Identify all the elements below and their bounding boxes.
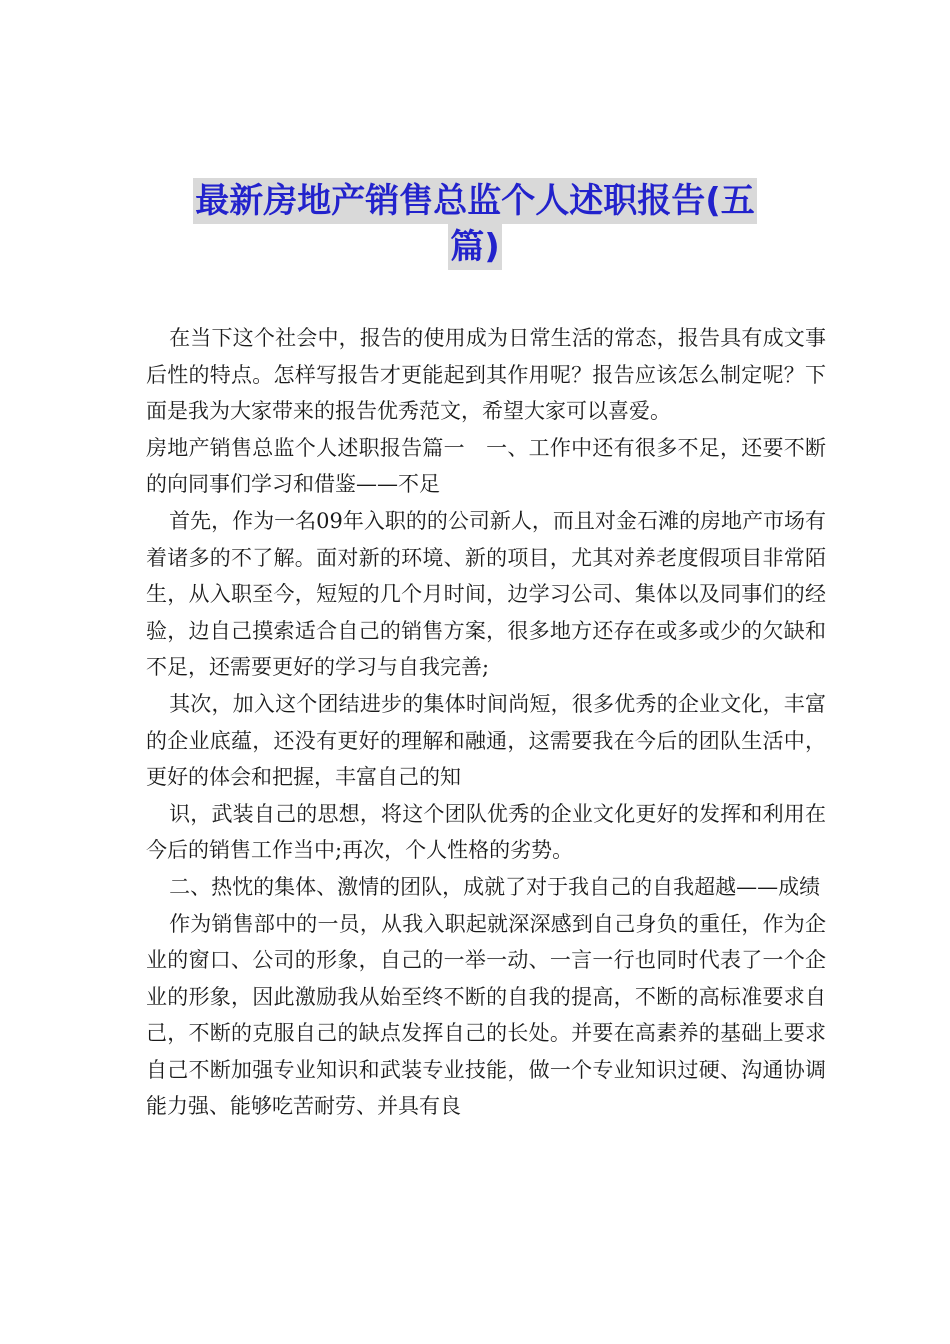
- document-body: [146, 320, 826, 1125]
- body-paragraph: 其次，加入这个团结进步的集体时间尚短，很多优秀的企业文化，丰富的企业底蕴，还没有更好的理解和融通，这需要我在今后的团队生活中，更好的体会和把握，丰富自己的知: [146, 691, 826, 790]
- title-line-1: 最新房地产销售总监个人述职报告(五: [193, 178, 757, 224]
- title-line-2: 篇): [448, 224, 502, 270]
- intro-paragraph: 在当下这个社会中，报告的使用成为日常生活的常态，报告具有成文事后性的特点。怎样写报告才更能起到其作用呢？报告应该怎么制定呢？下面是我为大家带来的报告优秀范文，希望大家可以喜爱。: [146, 326, 826, 424]
- document-title: [140, 178, 810, 270]
- section-heading-paragraph: 二、热忱的集体、激情的团队，成就了对于我自己的自我超越——成绩: [169, 874, 821, 899]
- section-heading-paragraph: 房地产销售总监个人述职报告篇一 一、工作中还有很多不足，还要不断的向同事们学习和借鉴——不足: [146, 435, 826, 497]
- body-paragraph: 识，武装自己的思想，将这个团队优秀的企业文化更好的发挥和利用在今后的销售工作当中;再次，个人性格的劣势。: [146, 801, 826, 863]
- body-paragraph: 首先，作为一名09年入职的的公司新人，而且对金石滩的房地产市场有着诸多的不了解。面对新的环境、新的项目，尤其对养老度假项目非常陌生，从入职至今，短短的几个月时间，边学习公司、集体以及同事们的经验，边自己摸索适合自己的销售方案，很多地方还存在或多或少的欠缺和不足，还需要更好的学习与自我完善;: [146, 508, 826, 680]
- body-paragraph: 作为销售部中的一员，从我入职起就深深感到自己身负的重任，作为企业的窗口、公司的形象，自己的一举一动、一言一行也同时代表了一个企业的形象，因此激励我从始至终不断的自我的提高，不断的高标准要求自己，不断的克服自己的缺点发挥自己的长处。并要在高素养的基础上要求自己不断加强专业知识和武装专业技能，做一个专业知识过硬、沟通协调能力强、能够吃苦耐劳、并具有良: [146, 911, 826, 1119]
